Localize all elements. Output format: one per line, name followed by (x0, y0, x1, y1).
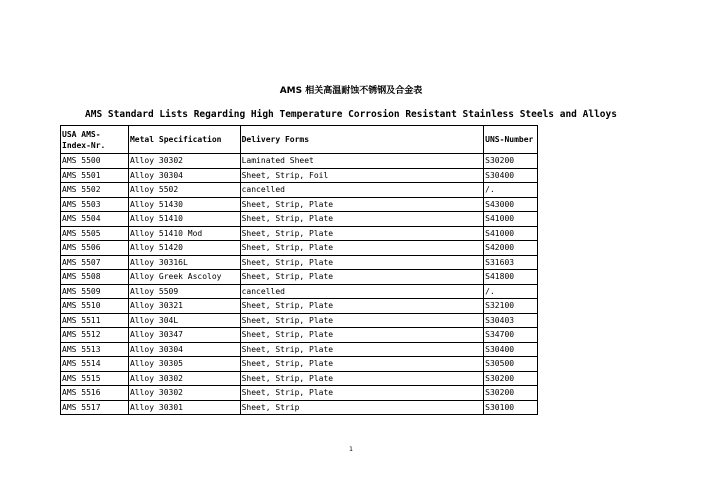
delivery-forms-cell: Sheet, Strip, Foil (240, 168, 484, 183)
uns-number-cell: S42000 (484, 241, 538, 256)
table-header-row (61, 126, 538, 154)
table-row (61, 328, 538, 343)
uns-number-cell: S30400 (484, 342, 538, 357)
uns-number-cell: S41000 (484, 212, 538, 227)
delivery-forms-cell: Sheet, Strip, Plate (240, 328, 484, 343)
table-row (61, 357, 538, 372)
ams-index-cell: AMS 5506 (61, 241, 129, 256)
ams-index-cell: AMS 5513 (61, 342, 129, 357)
uns-number-cell: S30403 (484, 313, 538, 328)
table-row (61, 183, 538, 198)
ams-index-cell: AMS 5512 (61, 328, 129, 343)
ams-index-cell: AMS 5504 (61, 212, 129, 227)
metal-specification-cell: Alloy 51410 Mod (128, 226, 240, 241)
metal-specification-cell: Alloy 304L (128, 313, 240, 328)
table-row (61, 400, 538, 415)
metal-specification-cell: Alloy 51410 (128, 212, 240, 227)
delivery-forms-cell: Sheet, Strip, Plate (240, 299, 484, 314)
delivery-forms-cell: Sheet, Strip, Plate (240, 386, 484, 401)
uns-number-cell: S30200 (484, 154, 538, 169)
delivery-forms-cell: cancelled (240, 284, 484, 299)
ams-index-cell: AMS 5515 (61, 371, 129, 386)
table-body (61, 154, 538, 415)
uns-number-cell: S30200 (484, 371, 538, 386)
uns-number-cell: S30500 (484, 357, 538, 372)
uns-number-cell: S30400 (484, 168, 538, 183)
ams-index-cell: AMS 5507 (61, 255, 129, 270)
uns-number-cell: S30200 (484, 386, 538, 401)
table-row (61, 284, 538, 299)
metal-specification-cell: Alloy 30304 (128, 342, 240, 357)
table-row (61, 154, 538, 169)
table-row (61, 313, 538, 328)
table-row (61, 241, 538, 256)
metal-specification-cell: Alloy 30304 (128, 168, 240, 183)
column-header-uns-number: UNS-Number (484, 126, 538, 154)
ams-index-cell: AMS 5509 (61, 284, 129, 299)
column-header-delivery-forms: Delivery Forms (240, 126, 484, 154)
uns-number-cell: S30100 (484, 400, 538, 415)
uns-number-cell: S32100 (484, 299, 538, 314)
uns-number-cell: S41800 (484, 270, 538, 285)
ams-index-cell: AMS 5505 (61, 226, 129, 241)
ams-index-cell: AMS 5502 (61, 183, 129, 198)
metal-specification-cell: Alloy 30305 (128, 357, 240, 372)
delivery-forms-cell: Laminated Sheet (240, 154, 484, 169)
table-row (61, 299, 538, 314)
uns-number-cell: /. (484, 284, 538, 299)
delivery-forms-cell: Sheet, Strip, Plate (240, 241, 484, 256)
table-row (61, 342, 538, 357)
page-title-chinese: AMS 相关高温耐蚀不锈钢及合金表 (279, 86, 423, 96)
table-row (61, 255, 538, 270)
table-row (61, 212, 538, 227)
ams-index-cell: AMS 5501 (61, 168, 129, 183)
delivery-forms-cell: cancelled (240, 183, 484, 198)
column-header-metal-specification: Metal Specification (128, 126, 240, 154)
ams-index-cell: AMS 5503 (61, 197, 129, 212)
metal-specification-cell: Alloy 30302 (128, 386, 240, 401)
delivery-forms-cell: Sheet, Strip, Plate (240, 313, 484, 328)
metal-specification-cell: Alloy 30301 (128, 400, 240, 415)
uns-number-cell: S31603 (484, 255, 538, 270)
page-title-english: AMS Standard Lists Regarding High Temperature Corrosion Resistant Stainless Steels and Alloys (85, 109, 617, 120)
delivery-forms-cell: Sheet, Strip, Plate (240, 371, 484, 386)
uns-number-cell: /. (484, 183, 538, 198)
metal-specification-cell: Alloy 5502 (128, 183, 240, 198)
table-row (61, 197, 538, 212)
ams-index-cell: AMS 5500 (61, 154, 129, 169)
delivery-forms-cell: Sheet, Strip, Plate (240, 357, 484, 372)
delivery-forms-cell: Sheet, Strip, Plate (240, 342, 484, 357)
ams-index-cell: AMS 5514 (61, 357, 129, 372)
metal-specification-cell: Alloy 30302 (128, 371, 240, 386)
uns-number-cell: S34700 (484, 328, 538, 343)
delivery-forms-cell: Sheet, Strip, Plate (240, 226, 484, 241)
metal-specification-cell: Alloy 5509 (128, 284, 240, 299)
ams-index-cell: AMS 5516 (61, 386, 129, 401)
metal-specification-cell: Alloy 30321 (128, 299, 240, 314)
metal-specification-cell: Alloy 30347 (128, 328, 240, 343)
metal-specification-cell: Alloy 51420 (128, 241, 240, 256)
metal-specification-cell: Alloy 30316L (128, 255, 240, 270)
ams-index-cell: AMS 5510 (61, 299, 129, 314)
uns-number-cell: S41000 (484, 226, 538, 241)
metal-specification-cell: Alloy 51430 (128, 197, 240, 212)
table-row (61, 168, 538, 183)
delivery-forms-cell: Sheet, Strip (240, 400, 484, 415)
metal-specification-cell: Alloy 30302 (128, 154, 240, 169)
uns-number-cell: S43000 (484, 197, 538, 212)
delivery-forms-cell: Sheet, Strip, Plate (240, 212, 484, 227)
delivery-forms-cell: Sheet, Strip, Plate (240, 255, 484, 270)
ams-index-cell: AMS 5517 (61, 400, 129, 415)
delivery-forms-cell: Sheet, Strip, Plate (240, 270, 484, 285)
table-row (61, 371, 538, 386)
ams-standards-table (60, 125, 538, 415)
ams-index-cell: AMS 5508 (61, 270, 129, 285)
table-row (61, 386, 538, 401)
table-row (61, 226, 538, 241)
metal-specification-cell: Alloy Greek Ascoloy (128, 270, 240, 285)
page-number: 1 (349, 446, 353, 453)
table-row (61, 270, 538, 285)
delivery-forms-cell: Sheet, Strip, Plate (240, 197, 484, 212)
column-header-ams-index: USA AMS-Index-Nr. (61, 126, 129, 154)
ams-index-cell: AMS 5511 (61, 313, 129, 328)
